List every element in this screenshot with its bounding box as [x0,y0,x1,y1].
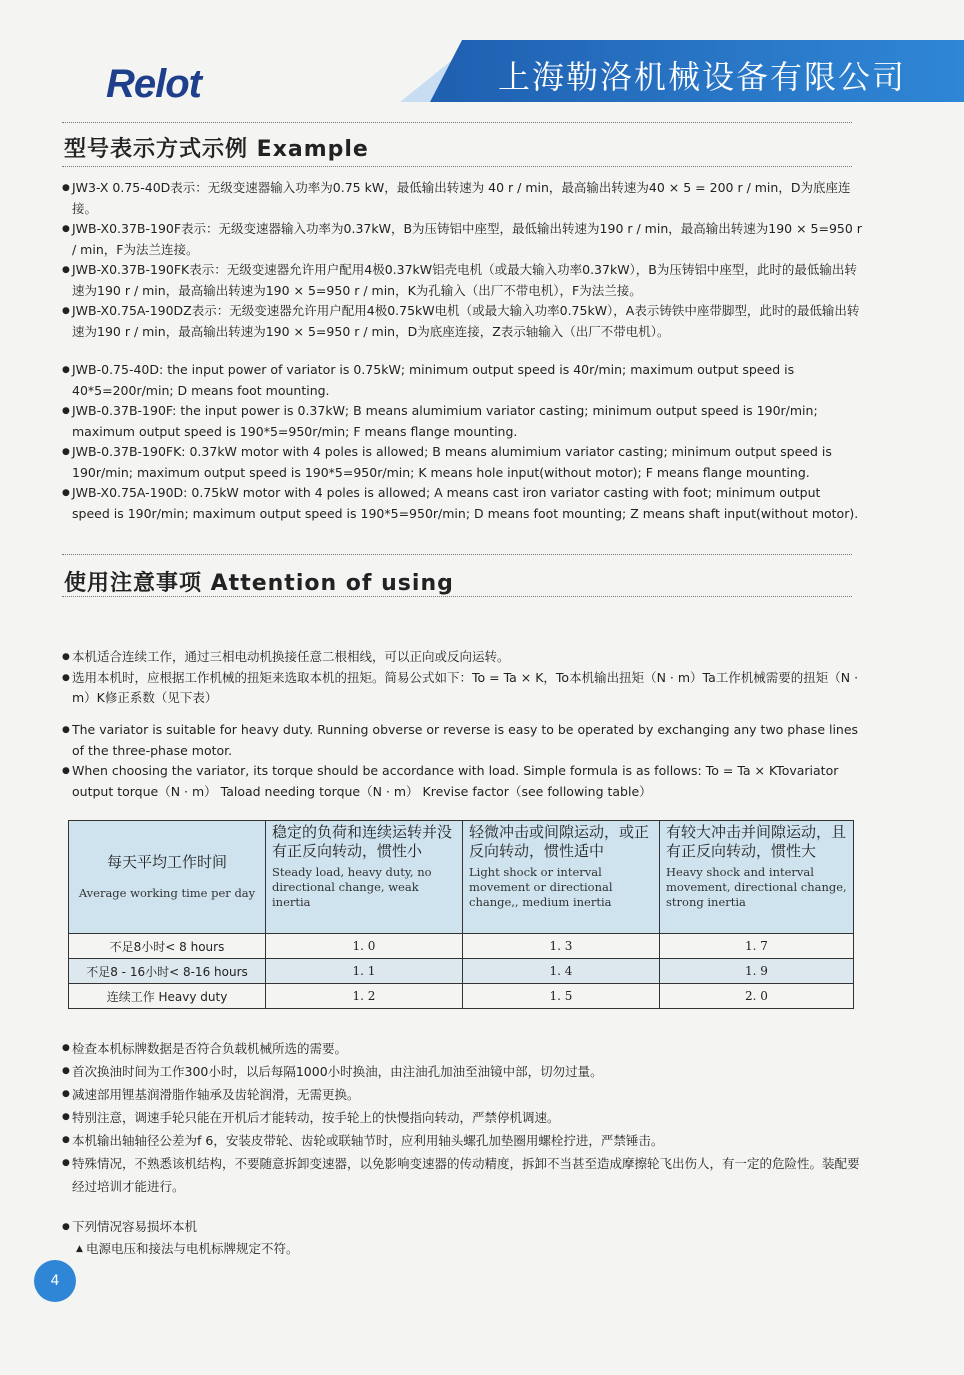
list-item: ● JWB-X0.37B-190F表示：无级变速器输入功率为0.37kW，B为压铸铝中座型，最低输出转速为190 r / min，最高输出转速为190 × 5=950 r / min，F为法兰连接。 [62,219,862,260]
divider [62,554,852,555]
table-cell: 1. 9 [660,959,854,984]
list-item: ● 本机适合连续工作，通过三相电动机换接任意二根相线，可以正向或反向运转。 [62,647,862,668]
attention-en-list [62,720,862,802]
header-en: Average working time per day [78,886,256,900]
table-cell: 1. 1 [266,959,463,984]
table-cell: 1. 0 [266,934,463,959]
list-item: ● 检查本机标牌数据是否符合负载机械所选的需要。 [62,1037,862,1060]
page-number: 4 [34,1260,76,1302]
example-en-list [62,360,862,524]
list-item: ● 减速部用锂基润滑脂作轴承及齿轮润滑，无需更换。 [62,1083,862,1106]
list-item: ● 首次换油时间为工作300小时，以后每隔1000小时换油，由注油孔加油至油镜中部，切勿过量。 [62,1060,862,1083]
example-cn-list [62,178,862,342]
damage-list [62,1216,862,1260]
list-item: ● JWB-X0.75A-190D: 0.75kW motor with 4 poles is allowed; A means cast iron variator casting with foot; minimum output speed is 190r/min; maximum output speed is 190*5=950r/min; D means foot mounting; Z means shaft input(without motor). [62,483,862,524]
table-header-cell [266,821,463,934]
table-cell: 1. 2 [266,984,463,1009]
notes-list [62,1037,862,1198]
header-en: Light shock or interval movement or directional change,, medium inertia [469,865,613,909]
list-item: ● JWB-X0.37B-190FK表示：无级变速器允许用户配用4极0.37kW铝壳电机（或最大输入功率0.37kW），B为压铸铝中座型，此时的最低输出转速为190 r / min，最高输出转速为190 × 5=950 r / min，K为孔输入（出厂不带电机），F为法兰接。 [62,260,862,301]
header-cn: 有较大冲击并间隙运动，且有正反向转动，惯性大 [666,823,847,860]
table-header-row [69,821,854,934]
header-en: Heavy shock and interval movement, directional change, strong inertia [666,865,847,909]
header-cn: 稳定的负荷和连续运转并没有正反向转动，惯性小 [272,823,453,860]
divider [62,596,852,597]
list-item: ● JW3-X 0.75-40D表示：无级变速器输入功率为0.75 kW，最低输出转速为 40 r / min，最高输出转速为40 × 5 = 200 r / min，D为底座连接。 [62,178,862,219]
table-cell: 1. 4 [463,959,660,984]
list-item: ● 特别注意，调速手轮只能在开机后才能转动，按手轮上的快慢指向转动，严禁停机调速。 [62,1106,862,1129]
list-item: ● JWB-X0.75A-190DZ表示：无级变速器允许用户配用4极0.75kW电机（或最大输入功率0.75kW），A表示铸铁中座带脚型，此时的最低输出转速为190 r / min，最高输出转速为190 × 5=950 r / min，D为底座连接，Z表示轴输入（出厂不带电机）。 [62,301,862,342]
table-row [69,984,854,1009]
table-row [69,934,854,959]
table-header-cell [463,821,660,934]
divider [62,122,852,123]
table-header-cell [660,821,854,934]
list-item: ● JWB-0.37B-190F: the input power is 0.37kW; B means alumimium variator casting; minimum output speed is 190r/min; maximum output speed is 190*5=950r/min; F means flange mounting. [62,401,862,442]
list-item: ● JWB-0.75-40D: the input power of variator is 0.75kW; minimum output speed is 40r/min; maximum output speed is 40*5=200r/min; D means foot mounting. [62,360,862,401]
divider [62,166,852,167]
brand-logo: Relot [106,62,201,106]
torque-factor-table [68,820,854,1009]
company-name: 上海勒洛机械设备有限公司 [497,58,906,96]
list-item: ● 特殊情况，不熟悉该机结构，不要随意拆卸变速器，以免影响变速器的传动精度，拆卸不当甚至造成摩擦轮飞出伤人，有一定的危险性。装配要经过培训才能进行。 [62,1152,862,1198]
table-cell: 不足8 - 16小时< 8-16 hours [69,959,266,984]
table-cell: 1. 7 [660,934,854,959]
list-item: ▲ 电源电压和接法与电机标牌规定不符。 [76,1238,862,1260]
table-cell: 1. 5 [463,984,660,1009]
table-cell: 2. 0 [660,984,854,1009]
table-header-cell [69,821,266,934]
list-item: ● 选用本机时，应根据工作机械的扭矩来选取本机的扭矩。简易公式如下：To = Ta × K，To本机输出扭矩（N · m）Ta工作机械需要的扭矩（N · m）K修正系数（见下表） [62,668,862,709]
table-cell: 连续工作 Heavy duty [69,984,266,1009]
table-cell: 1. 3 [463,934,660,959]
header-cn: 轻微冲击或间隙运动，或正反向转动，惯性适中 [469,823,650,860]
table-cell: 不足8小时< 8 hours [69,934,266,959]
attention-cn-list [62,647,862,709]
table-row [69,959,854,984]
attention-title: 使用注意事项 Attention of using [64,571,454,596]
list-item: ● JWB-0.37B-190FK: 0.37kW motor with 4 poles is allowed; B means alumimium variator casting; minimum output speed is 190r/min; maximum output speed is 190*5=950r/min; K means hole input(without motor); F means flange mounting. [62,442,862,483]
header-en: Steady load, heavy duty, no directional change, weak inertia [272,865,432,909]
damage-heading: ● 下列情况容易损坏本机 [62,1216,862,1238]
list-item: ● The variator is suitable for heavy duty. Running obverse or reverse is easy to be operated by exchanging any two phase lines of the three-phase motor. [62,720,862,761]
list-item: ● 本机输出轴轴径公差为f 6，安装皮带轮、齿轮或联轴节时，应利用轴头螺孔加垫圈用螺栓拧进，严禁锤击。 [62,1129,862,1152]
header-cn: 每天平均工作时间 [106,853,227,871]
list-item: ● When choosing the variator, its torque should be accordance with load. Simple formula is as follows: To = Ta × KTovariator output torque（N · m） Taload needing torque（N · m） Krevise factor（see following table） [62,761,862,802]
example-title: 型号表示方式示例 Example [64,137,369,162]
